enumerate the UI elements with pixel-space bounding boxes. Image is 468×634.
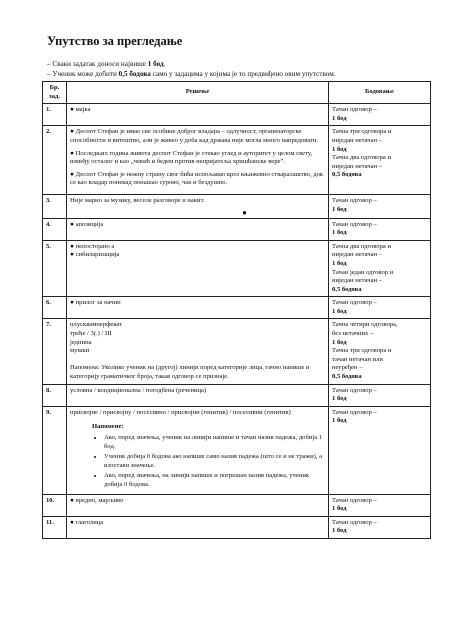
table-row xyxy=(43,384,431,406)
points-label: Тачан одговор – xyxy=(332,106,377,114)
header-num: Бр. зад. xyxy=(43,82,67,104)
points-label: тачан нетачан или xyxy=(332,355,383,363)
points-cell xyxy=(329,516,431,538)
points-value: 1 бод xyxy=(332,395,347,403)
points-label: Тачна три одговора и xyxy=(332,128,392,136)
points-value: 0,5 бодова xyxy=(332,285,362,293)
points-label: Тачан одговор – xyxy=(332,299,377,307)
notes-list xyxy=(70,434,325,490)
points-label: Тачна два одговора и xyxy=(332,154,391,162)
header-solution: Решење xyxy=(67,82,329,104)
points-value: 1 бод xyxy=(332,505,347,513)
task-number: 2. xyxy=(43,126,67,195)
task-number: 9. xyxy=(43,406,67,494)
solution-cell xyxy=(67,126,329,195)
points-label: ниједан нетачан – xyxy=(332,136,382,144)
notes-title: Напомене: xyxy=(92,423,124,431)
task-number: 8. xyxy=(43,384,67,406)
solution-line: плусквамперфекат xyxy=(70,321,123,329)
points-label: Тачан одговор – xyxy=(332,220,377,228)
points-value: 1 бод xyxy=(332,338,347,346)
task-number: 10. xyxy=(43,494,67,516)
table-header-row xyxy=(43,82,431,104)
solution-line: ● Последњих година живота деспот Стефан је стекао углед и ауторитет у целом свету, између осталог и као „чекић и бедем против непријатеља хришћанске вере”. xyxy=(70,149,313,166)
points-value: 1 бод xyxy=(332,307,347,315)
intro-line-2: – Ученик може добити 0,5 бодова само у задацима у којима је то предвиђено овим упутством. xyxy=(47,70,336,78)
points-label: без нетачних – xyxy=(332,330,374,338)
points-value: 1 бод xyxy=(332,145,347,153)
points-label: неуређен – xyxy=(332,364,363,372)
header-points: Бодовање xyxy=(329,82,431,104)
solution-line: ● апозиција xyxy=(70,220,104,228)
points-label: Тачан одговор – xyxy=(332,386,377,394)
points-value: 1 бод xyxy=(332,527,347,535)
solution-cell xyxy=(67,319,329,384)
note-item: • Ако, поред значења, на линији напише и погрешан назив падежа, ученик добија 0 бодова. xyxy=(104,472,325,489)
points-value: 0,5 бодова xyxy=(332,373,362,381)
solution-line: ● Деспот Стефан је имао све особине доброг владара – одлучност, организаторске способности и витештво, али је живео у доба кад држава није могла много напредовати. xyxy=(70,128,319,144)
solution-line: присвојне / присвојну / посесивно / присвојни (генитив) / посесивни (генитив) xyxy=(70,408,291,416)
solution-line: ● мајка xyxy=(70,106,91,114)
intro-line-1: – Сваки задатак доноси највише 1 бод. xyxy=(47,60,166,68)
grading-table xyxy=(42,81,431,539)
solution-cell xyxy=(67,384,329,406)
task-number: 5. xyxy=(43,240,67,297)
table-row xyxy=(43,126,431,195)
points-label: Тачан одговор – xyxy=(332,408,377,416)
table-row xyxy=(43,494,431,516)
bullet-marker: ● xyxy=(242,207,247,217)
solution-line: мушки xyxy=(70,347,90,355)
note-item: • Ученик добија 0 бодова ако напише само назив падежа (што се и не тражи), а изостави значење. xyxy=(104,453,325,470)
table-row xyxy=(43,406,431,494)
solution-line: једнина xyxy=(70,338,92,346)
task-number: 4. xyxy=(43,218,67,240)
points-label: Тачна три одговора и xyxy=(332,347,392,355)
solution-cell xyxy=(67,218,329,240)
points-label: Тачан један одговор и xyxy=(332,268,394,276)
points-label: ниједан нетачан – xyxy=(332,251,382,259)
points-label: ниједан нетачан – xyxy=(332,277,382,285)
note-item: • Ако, поред значења, ученик на линији напише и тачан назив падежа, добија 1 бод. xyxy=(104,434,325,451)
points-value: 1 бод xyxy=(332,259,347,267)
points-cell xyxy=(329,194,431,218)
points-cell xyxy=(329,297,431,319)
points-label: Тачан одговор – xyxy=(332,518,377,526)
task-number: 1. xyxy=(43,104,67,126)
points-cell xyxy=(329,406,431,494)
solution-line: треће / 3(.) / III xyxy=(70,330,112,338)
solution-cell xyxy=(67,194,329,218)
table-row xyxy=(43,516,431,538)
table-row xyxy=(43,104,431,126)
points-label: ниједан нетачан – xyxy=(332,162,382,170)
points-cell xyxy=(329,494,431,516)
solution-line: ● вредно, марљиво xyxy=(70,496,124,504)
solution-line: ● глаголица xyxy=(70,518,104,526)
table-row xyxy=(43,297,431,319)
table-row xyxy=(43,218,431,240)
solution-cell xyxy=(67,494,329,516)
solution-line: Није марио за музику, веселе разговоре и накит. xyxy=(70,196,205,204)
table-row xyxy=(43,194,431,218)
table-row xyxy=(43,319,431,384)
points-cell xyxy=(329,218,431,240)
task-number: 7. xyxy=(43,319,67,384)
points-cell xyxy=(329,240,431,297)
points-label: Тачна четири одговора, xyxy=(332,321,398,329)
task-number: 11. xyxy=(43,516,67,538)
points-label: Тачна два одговора и xyxy=(332,242,391,250)
points-value: 1 бод xyxy=(332,114,347,122)
solution-cell xyxy=(67,406,329,494)
points-cell xyxy=(329,384,431,406)
points-cell xyxy=(329,104,431,126)
solution-cell xyxy=(67,240,329,297)
solution-line: ● Деспот Стефан је нежну страну свог бића испољавао кроз књижевно стваралаштво, док се као владар понекад понашао сурово, чак и бездушно. xyxy=(70,170,324,187)
solution-line: ● прилог за начин xyxy=(70,299,121,307)
solution-cell xyxy=(67,104,329,126)
table-row xyxy=(43,240,431,297)
solution-cell xyxy=(67,297,329,319)
points-value: 0,5 бодова xyxy=(332,171,362,179)
page-title: Упутство за прегледање xyxy=(47,34,183,48)
solution-line: Напомена: Уколико ученик на (другој) линији поред категорије лица, тачно напише и категорију граматичког броја, такав одговор се признаје. xyxy=(70,364,310,381)
solution-cell xyxy=(67,516,329,538)
points-value: 1 бод xyxy=(332,417,347,425)
points-value: 1 бод xyxy=(332,205,347,213)
task-number: 6. xyxy=(43,297,67,319)
solution-line xyxy=(70,356,325,365)
solution-line: ● непостојано а xyxy=(70,242,115,250)
solution-line: ● сибиларизација xyxy=(70,251,120,259)
intro-text xyxy=(47,59,336,79)
points-cell xyxy=(329,319,431,384)
points-label: Тачан одговор – xyxy=(332,196,377,204)
points-cell xyxy=(329,126,431,195)
task-number: 3. xyxy=(43,194,67,218)
solution-line: условна / кондиционална / погодбена (реченица) xyxy=(70,386,207,394)
points-label: Тачан одговор – xyxy=(332,496,377,504)
points-value: 1 бод xyxy=(332,229,347,237)
table-body xyxy=(43,104,431,539)
